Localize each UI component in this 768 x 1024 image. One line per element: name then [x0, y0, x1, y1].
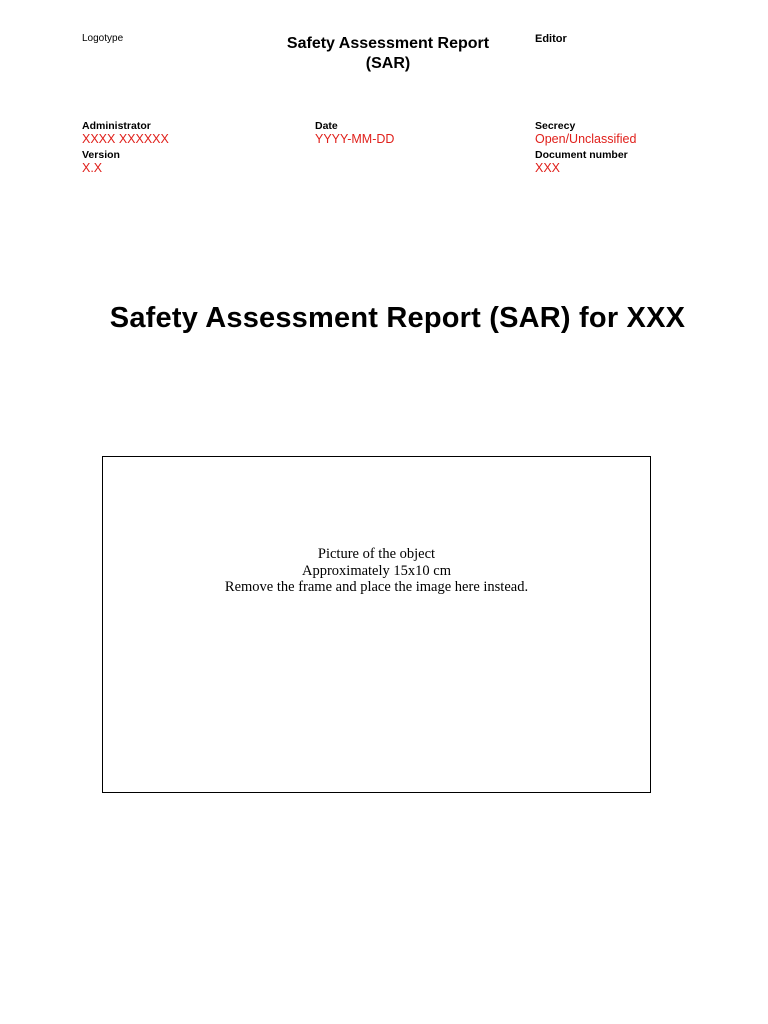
- date-value: YYYY-MM-DD: [315, 132, 395, 146]
- header-title-line1: Safety Assessment Report: [286, 35, 490, 52]
- header-title: [258, 34, 518, 74]
- document-title: Safety Assessment Report (SAR) for XXX: [109, 302, 686, 334]
- document-number-value: XXX: [535, 161, 561, 175]
- version-value: X.X: [82, 161, 103, 175]
- date-label: Date: [315, 120, 338, 132]
- logotype-placeholder: Logotype: [82, 33, 124, 44]
- administrator-value: XXXX XXXXXX: [82, 132, 169, 146]
- picture-placeholder-text: [103, 546, 650, 596]
- document-number-label: Document number: [535, 149, 628, 161]
- editor-label: Editor: [535, 33, 567, 45]
- picture-line-2: Approximately 15x10 cm: [301, 562, 451, 579]
- secrecy-value: Open/Unclassified: [535, 132, 637, 146]
- secrecy-label: Secrecy: [535, 120, 576, 132]
- version-label: Version: [82, 149, 120, 161]
- picture-placeholder-frame: [102, 456, 651, 793]
- picture-line-3: Remove the frame and place the image here instead.: [224, 579, 529, 595]
- administrator-label: Administrator: [82, 120, 151, 132]
- header-title-line2: (SAR): [365, 55, 411, 72]
- picture-line-1: Picture of the object: [317, 546, 436, 562]
